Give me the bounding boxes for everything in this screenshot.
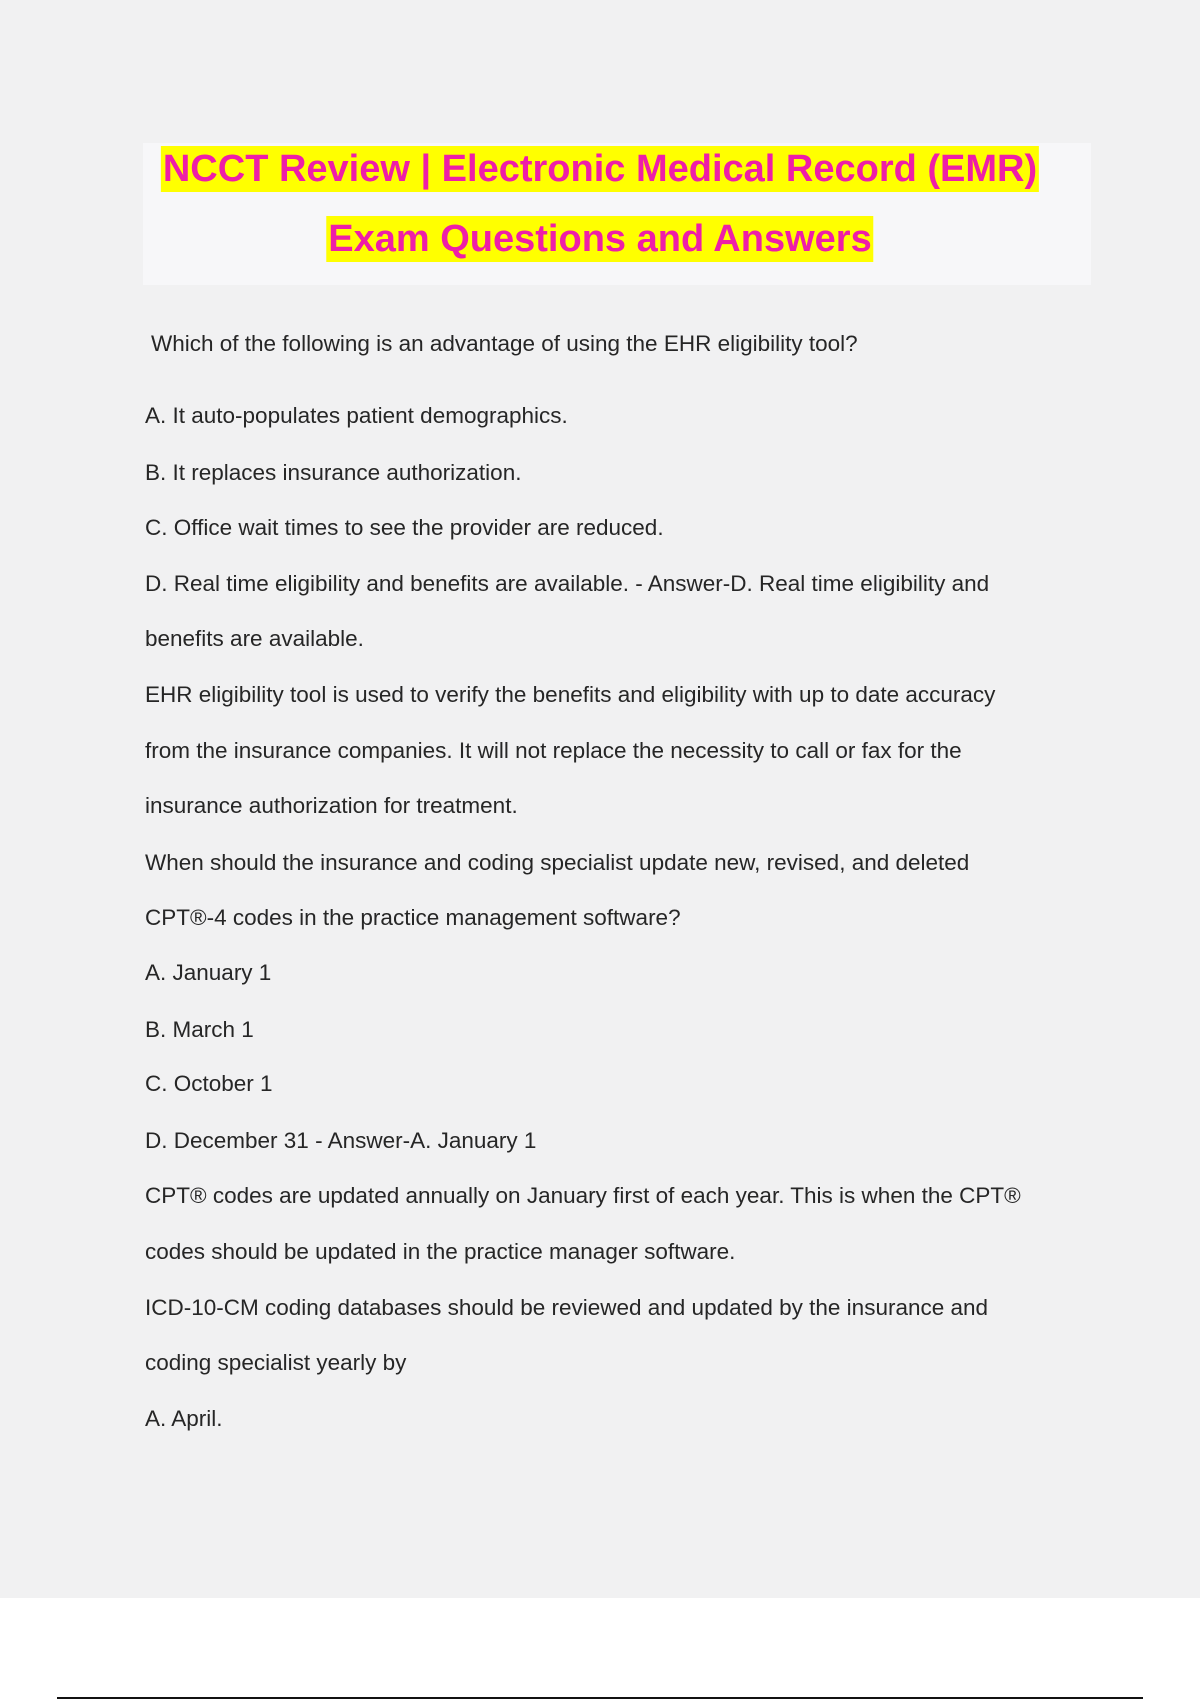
question-3-option-a: A. April. bbox=[145, 1406, 223, 1431]
question-1-explanation-line-3: insurance authorization for treatment. bbox=[145, 793, 518, 818]
question-1-option-a: A. It auto-populates patient demographics. bbox=[145, 403, 568, 428]
question-1-answer-continued: benefits are available. bbox=[145, 626, 364, 651]
question-1-option-d-answer: D. Real time eligibility and benefits are available. - Answer-D. Real time eligibility and bbox=[145, 571, 990, 596]
question-2-explanation-line-1: CPT® codes are updated annually on January first of each year. This is when the CPT® bbox=[145, 1183, 1021, 1208]
question-3-text-line-1: ICD-10-CM coding databases should be reviewed and updated by the insurance and bbox=[145, 1295, 989, 1320]
question-1-option-c: C. Office wait times to see the provider are reduced. bbox=[145, 515, 664, 540]
question-2-option-b: B. March 1 bbox=[145, 1017, 254, 1042]
question-2-text-line-1: When should the insurance and coding specialist update new, revised, and deleted bbox=[145, 850, 970, 875]
question-1-explanation-line-1: EHR eligibility tool is used to verify the benefits and eligibility with up to date accuracy bbox=[145, 682, 996, 707]
question-1-text: Which of the following is an advantage of using the EHR eligibility tool? bbox=[151, 331, 858, 356]
document-title-line-1: NCCT Review | Electronic Medical Record (EMR) bbox=[162, 148, 1038, 190]
question-2-option-d-answer: D. December 31 - Answer-A. January 1 bbox=[145, 1128, 537, 1153]
question-1-option-b: B. It replaces insurance authorization. bbox=[145, 460, 522, 485]
footer-divider bbox=[57, 1697, 1143, 1699]
question-1-explanation-line-2: from the insurance companies. It will not replace the necessity to call or fax for the bbox=[145, 738, 962, 763]
question-3-text-line-2: coding specialist yearly by bbox=[145, 1350, 407, 1375]
question-2-option-c: C. October 1 bbox=[145, 1071, 273, 1096]
question-2-option-a: A. January 1 bbox=[145, 960, 272, 985]
question-2-explanation-line-2: codes should be updated in the practice manager software. bbox=[145, 1239, 736, 1264]
question-2-text-line-2: CPT®-4 codes in the practice management software? bbox=[145, 905, 681, 930]
document-title-line-2: Exam Questions and Answers bbox=[328, 218, 872, 260]
